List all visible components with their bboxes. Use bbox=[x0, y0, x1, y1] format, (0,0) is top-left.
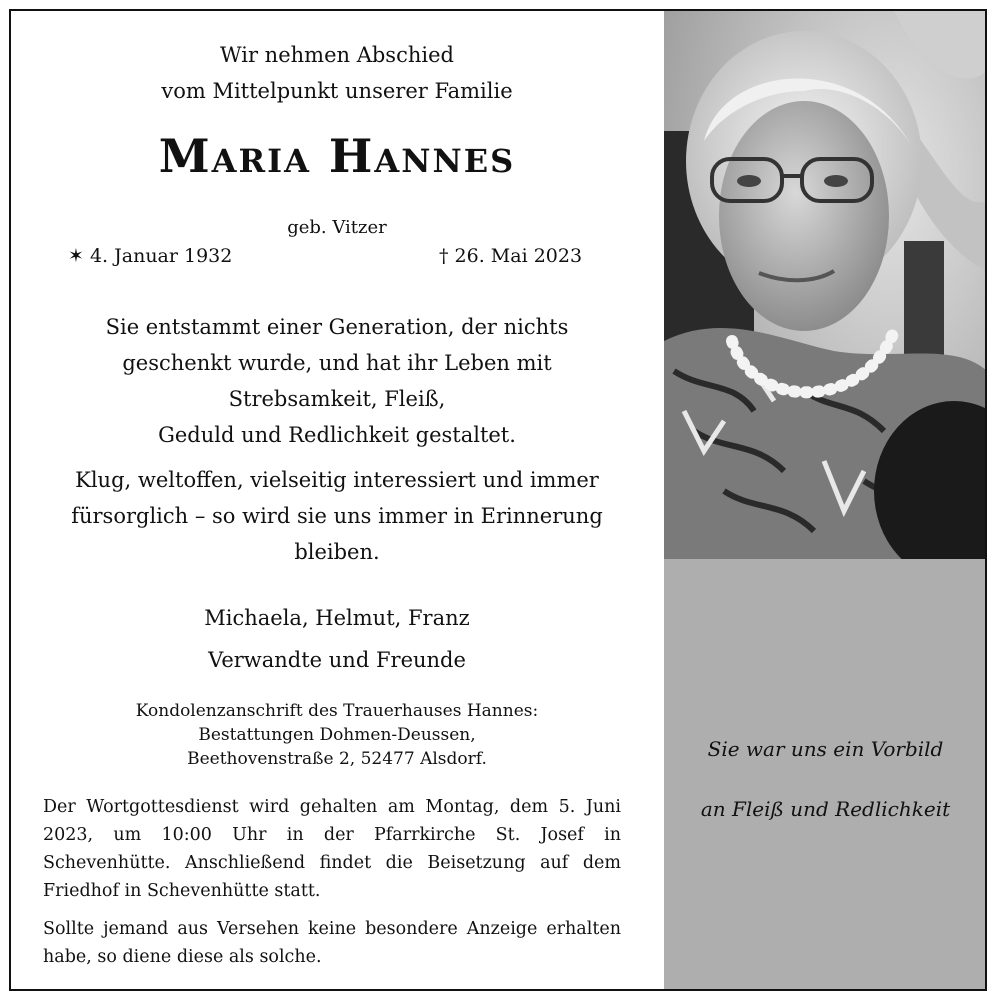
intro-line-1: Wir nehmen Abschied bbox=[220, 43, 454, 67]
portrait-photo bbox=[664, 11, 987, 559]
cross-icon: † bbox=[439, 245, 449, 267]
poem-paragraph-2 bbox=[11, 462, 663, 570]
birth-name: geb. Vitzer bbox=[287, 217, 387, 238]
deceased-name: Maria Hannes bbox=[158, 129, 516, 183]
poem-line: Sie entstammt einer Generation, der nichts bbox=[105, 315, 569, 339]
poem-line: fürsorglich – so wird sie uns immer in Erinnerung bbox=[71, 504, 603, 528]
star-icon: ✶ bbox=[68, 245, 84, 267]
quote-line-1: Sie war uns ein Vorbild bbox=[707, 737, 944, 761]
portrait-illustration bbox=[664, 11, 987, 559]
poem-paragraph-1 bbox=[11, 309, 663, 453]
mourners bbox=[11, 597, 663, 681]
contact-line-2: Bestattungen Dohmen-Deussen, bbox=[198, 725, 476, 745]
poem-line: geschenkt wurde, und hat ihr Leben mit bbox=[122, 351, 552, 375]
poem-line: Geduld und Redlichkeit gestaltet. bbox=[158, 423, 516, 447]
condolence-address bbox=[11, 699, 663, 771]
service-info: Der Wortgottesdienst wird gehalten am Montag, dem 5. Juni 2023, um 10:00 Uhr in der Pfarrkirche St. Josef in Schevenhütte. Anschließend findet die Beisetzung auf dem Friedhof in Schevenhütte statt. bbox=[43, 797, 621, 901]
obituary-frame bbox=[9, 9, 987, 991]
poem-line: Klug, weltoffen, vielseitig interessiert und immer bbox=[75, 468, 599, 492]
poem-line: Strebsamkeit, Fleiß, bbox=[228, 387, 446, 411]
quote-line-2: an Fleiß und Redlichkeit bbox=[700, 797, 951, 821]
photo-column bbox=[664, 11, 987, 989]
text-column bbox=[11, 11, 663, 989]
mourners-line-2: Verwandte und Freunde bbox=[208, 648, 466, 672]
birth-date bbox=[68, 245, 232, 267]
intro-line-2: vom Mittelpunkt unserer Familie bbox=[161, 79, 513, 103]
mourners-line-1: Michaela, Helmut, Franz bbox=[204, 606, 470, 630]
contact-line-1: Kondolenzanschrift des Trauerhauses Hannes: bbox=[135, 701, 539, 721]
poem-line: bleiben. bbox=[294, 540, 380, 564]
intro bbox=[11, 37, 663, 109]
birth-date-text: 4. Januar 1932 bbox=[89, 245, 233, 267]
death-date-text: 26. Mai 2023 bbox=[454, 245, 583, 267]
notice-info: Sollte jemand aus Versehen keine besondere Anzeige erhalten habe, so diene diese als solche. bbox=[43, 919, 621, 967]
death-date bbox=[439, 245, 582, 267]
contact-line-3: Beethovenstraße 2, 52477 Alsdorf. bbox=[187, 749, 487, 769]
